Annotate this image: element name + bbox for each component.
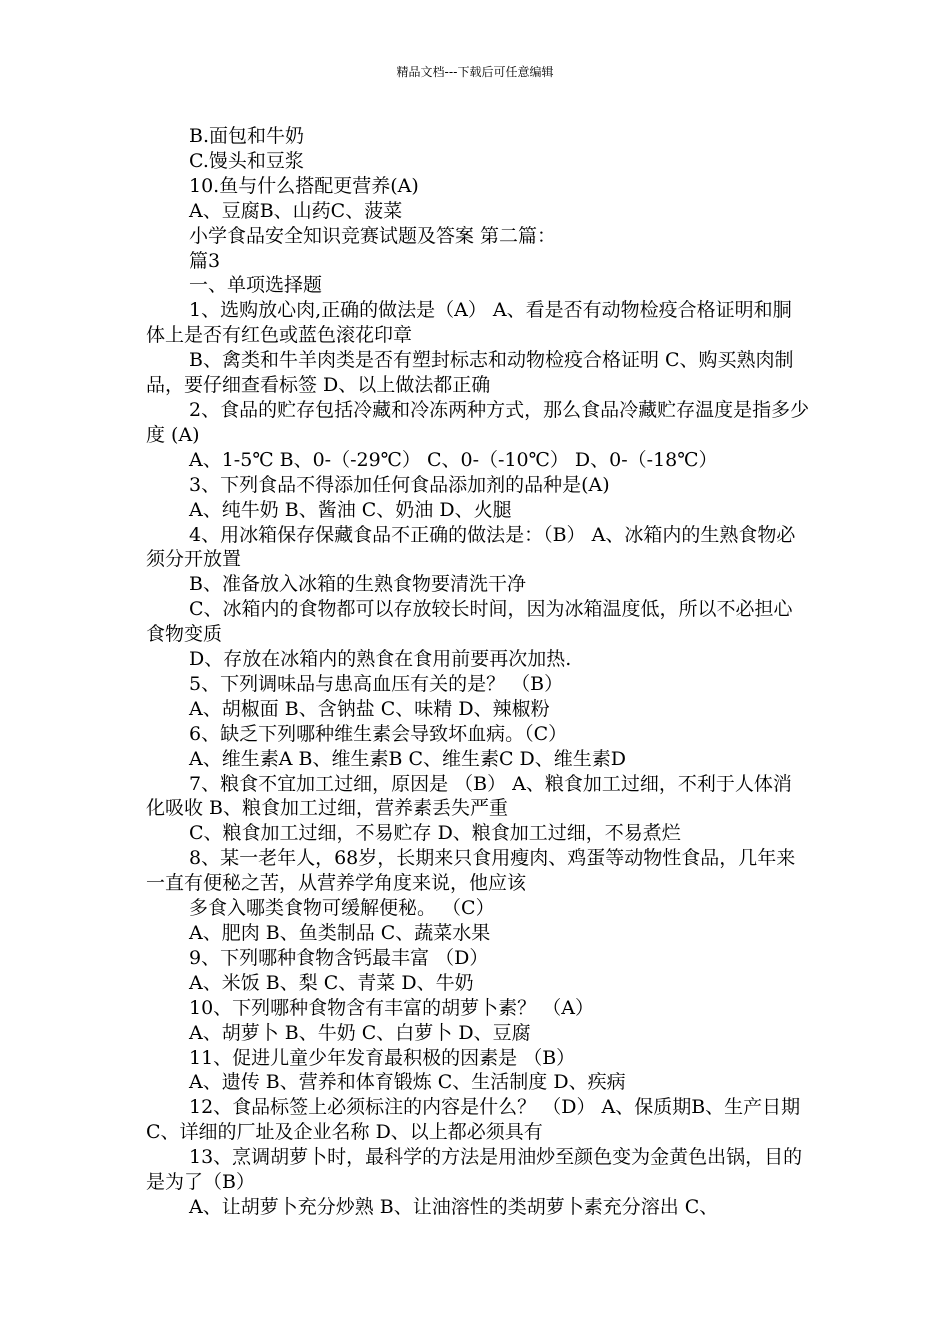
option-line: A、让胡萝卜充分炒熟 B、让油溶性的类胡萝卜素充分溶出 C、 bbox=[189, 1195, 719, 1218]
section-title: 小学食品安全知识竞赛试题及答案 第二篇： bbox=[189, 224, 557, 247]
option-line: A、米饭 B、梨 C、青菜 D、牛奶 bbox=[189, 971, 474, 994]
question-line: 10、下列哪种食物含有丰富的胡萝卜素？ （A） bbox=[189, 996, 594, 1019]
option-line: A、胡椒面 B、含钠盐 C、味精 D、辣椒粉 bbox=[189, 697, 550, 720]
question-line: 11、促进儿童少年发育最积极的因素是 （B） bbox=[189, 1046, 576, 1069]
text-line: C.馒头和豆浆 bbox=[189, 149, 304, 172]
question-line: 9、下列哪种食物含钙最丰富 （D） bbox=[189, 946, 489, 969]
option-line: A、纯牛奶 B、酱油 C、奶油 D、火腿 bbox=[189, 498, 512, 521]
option-line: D、存放在冰箱内的熟食在食用前要再次加热. bbox=[189, 648, 572, 671]
option-line: A、肥肉 B、鱼类制品 C、蔬菜水果 bbox=[189, 922, 491, 944]
option-line: A、遗传 B、营养和体育锻炼 C、生活制度 D、疾病 bbox=[189, 1071, 626, 1094]
question-line: 多食入哪类食物可缓解便秘。 （C） bbox=[189, 897, 495, 920]
question-paragraph: 4、用冰箱保存保藏食品不正确的做法是：（B） A、冰箱内的生熟食物必须分开放置 bbox=[146, 523, 796, 571]
text-line: 篇3 bbox=[189, 249, 221, 272]
question-line: 6、缺乏下列哪种维生素会导致坏血病。（C） bbox=[189, 722, 568, 745]
text-line: 10.鱼与什么搭配更营养(A) bbox=[189, 174, 419, 197]
question-line: 5、下列调味品与患高血压有关的是？ （B） bbox=[189, 672, 564, 695]
option-paragraph: B、禽类和牛羊肉类是否有塑封标志和动物检疫合格证明 C、购买熟肉制品，要仔细查看标签 D、以上做法都正确 bbox=[146, 349, 794, 397]
option-line: A、维生素A B、维生素B C、维生素C D、维生素D bbox=[189, 747, 627, 770]
question-paragraph: 1、选购放心肉,正确的做法是（A） A、看是否有动物检疫合格证明和胴体上是否有红色或蓝色滚花印章 bbox=[146, 299, 792, 347]
document-body bbox=[146, 124, 810, 1220]
option-line: B、准备放入冰箱的生熟食物要清洗干净 bbox=[189, 573, 526, 596]
text-line: A、豆腐B、山药C、菠菜 bbox=[189, 199, 403, 222]
option-line: A、1-5℃ B、0-（-29℃） C、0-（-10℃） D、0-（-18℃） bbox=[189, 448, 718, 471]
question-paragraph: 8、某一老年人，68岁，长期来只食用瘦肉、鸡蛋等动物性食品，几年来一直有便秘之苦，从营养学角度来说，他应该 bbox=[146, 847, 796, 895]
option-paragraph: C、冰箱内的食物都可以存放较长时间，因为冰箱温度低，所以不必担心食物变质 bbox=[146, 598, 793, 646]
question-paragraph: 12、食品标签上必须标注的内容是什么？ （D） A、保质期B、生产日期 C、详细的厂址及企业名称 D、以上都必须具有 bbox=[146, 1096, 801, 1144]
page-header: 精品文档---下载后可任意编辑 bbox=[396, 65, 554, 79]
section-heading: 一、单项选择题 bbox=[189, 274, 323, 297]
question-paragraph: 13、烹调胡萝卜时，最科学的方法是用油炒至颜色变为金黄色出锅，目的是为了（B） bbox=[146, 1146, 803, 1194]
text-line: B.面包和牛奶 bbox=[189, 125, 305, 147]
option-line: A、胡萝卜 B、牛奶 C、白萝卜 D、豆腐 bbox=[189, 1021, 531, 1044]
question-line: 3、下列食品不得添加任何食品添加剂的品种是(A) bbox=[189, 473, 610, 496]
question-paragraph: 7、粮食不宜加工过细，原因是 （B） A、粮食加工过细，不利于人体消化吸收 B、粮食加工过细，营养素丢失严重 bbox=[146, 772, 792, 820]
question-paragraph: 2、食品的贮存包括冷藏和冷冻两种方式，那么食品冷藏贮存温度是指多少度 (A) bbox=[146, 398, 810, 446]
option-line: C、粮食加工过细，不易贮存 D、粮食加工过细，不易煮烂 bbox=[189, 822, 681, 845]
